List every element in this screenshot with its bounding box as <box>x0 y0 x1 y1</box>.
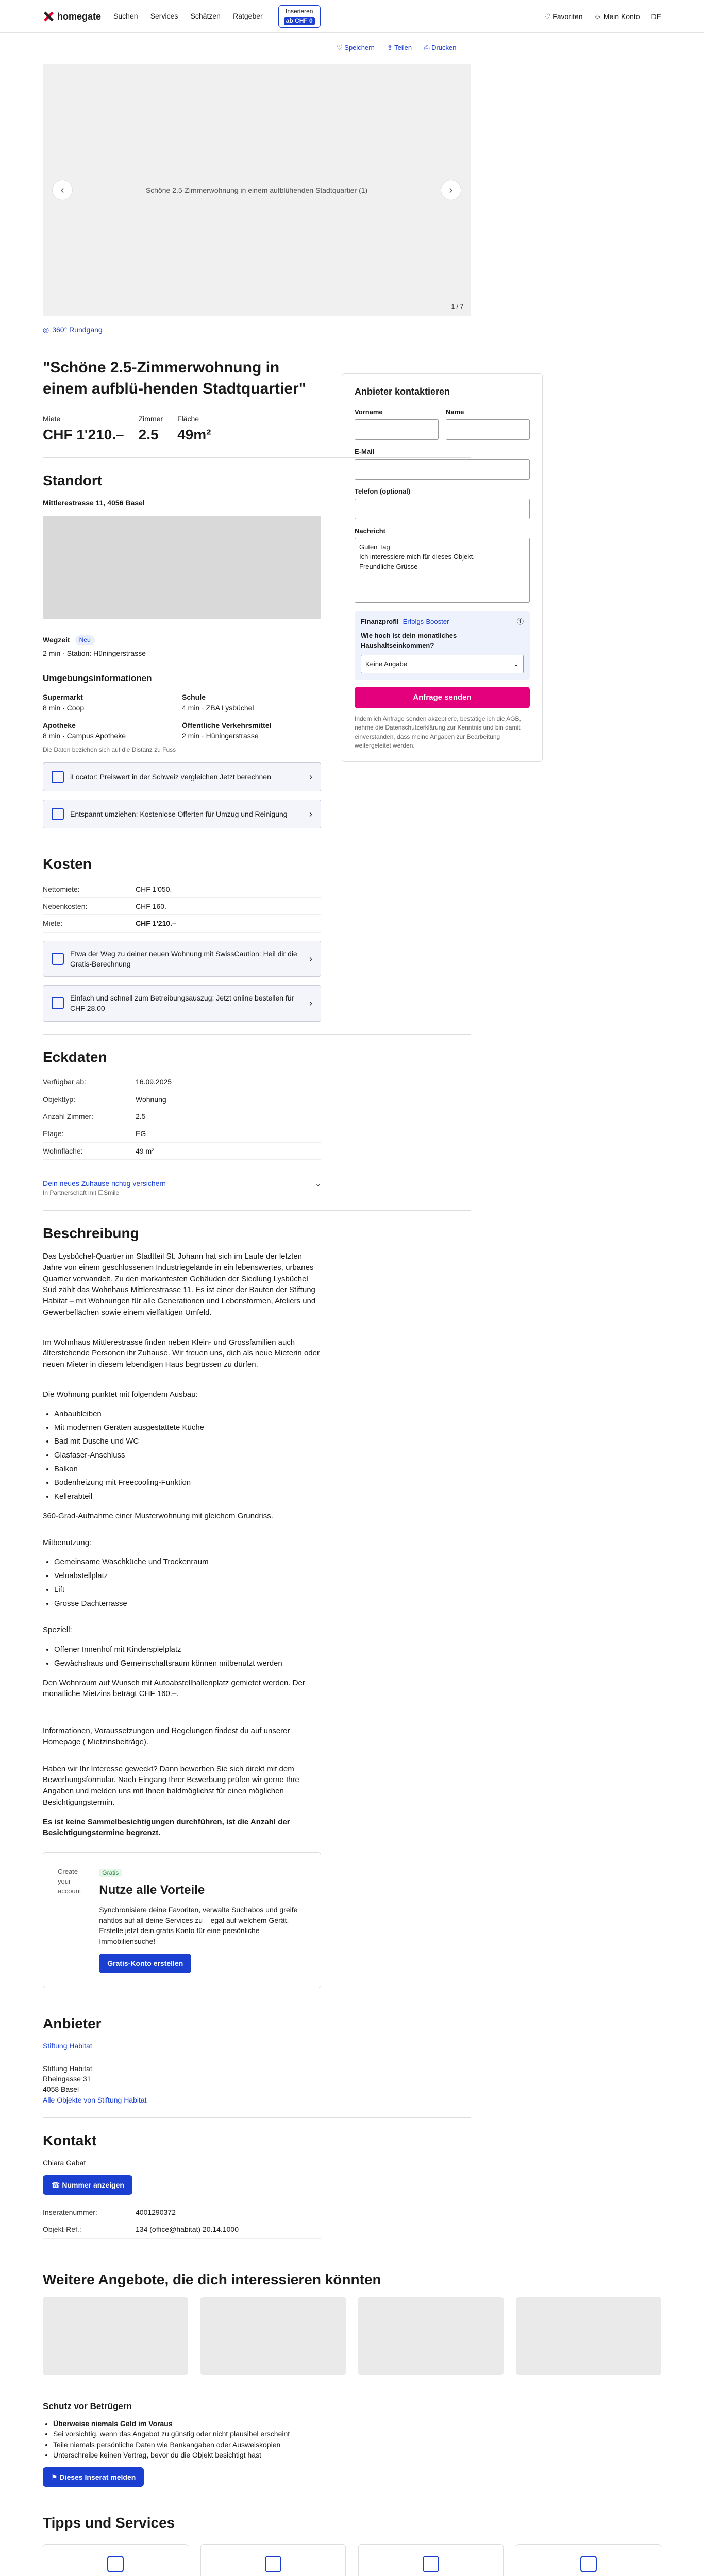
main-nav <box>113 11 273 22</box>
favorites-link[interactable]: ♡ Favoriten <box>544 12 583 21</box>
description-body: Das Lysbüchel-Quartier im Stadtteil St. Johann hat sich im Laufe der letzten Jahre von einem geschlossenen Industriegelände in ein lebenswertes, urbanes Quartier verwandelt. Zu den markantesten Gebäuden der Siedlung Lysbüchel Süd zählt das Wohnhaus Mittlerestrasse 11. Es ist einer der Bauten der Stiftung Habitat – mit Wohnungen für alle Generationen und Lebensformen, Ateliers und Gewerbeflächen sowie einem vielfältigen Umfeld. Im Wohnhaus Mittlerestrasse finden neben Klein- und Grossfamilien auch älterstehende Personen ihr Zuhause. Wir freuen uns, dich als neue Mieterin oder neuen Mieter in diesem lebendigen Haus begrüssen zu dürfen. Die Wohnung punktet mit folgendem Ausbau: • Anbaubleiben • Mit modernen Geräten ausgestattete Küche • Bad mit Dusche und WC • Glasfaser-Anschluss • Balkon • Bodenheizung mit Freecooling-Funktion • Kellerabteil 360-Grad-Aufnahme einer Musterwohnung mit gleichem Grundriss. Mitbenutzung: • Gemeinsame Waschküche und Trockenraum • Veloabstellplatz • Lift • Grosse Dachterrasse Speziell: • Offener Innenhof mit Kinderspielplatz • Gewächshaus und Gemeinschaftsraum können mitbenutzt werden Den Wohnraum auf Wunsch mit Autoabstellhallenplatz gemietet werden. Der monatliche Mietzins beträgt CHF 160.–. Informationen, Voraussetzungen und Regelungen findest du auf unserer Homepage ( Mietzinsbeiträge). Haben wir Ihr Interesse geweckt? Dann bewerben Sie sich direkt mit dem Bewerbungsformular. Nach Eingang Ihrer Bewerbung prüfen wir gerne Ihre Angaben und melden uns mit Ihnen baldmöglichst für einen möglichen Besichtigungstermin. Es ist keine Sammelbesichtigungen durchführen, ist die Anzahl der Besichtigungstermine begrenzt. <box>43 1251 321 1839</box>
tour-link[interactable]: ◎ 360° Rundgang <box>43 325 471 335</box>
promo-ilocator[interactable]: iLocator: Preiswert in der Schweiz vergleichen Jetzt berechnen › <box>43 762 321 791</box>
nav-search[interactable]: Suchen <box>113 12 138 21</box>
gallery-image-alt: Schöne 2.5-Zimmerwohnung in einem aufblühenden Stadtquartier (1) <box>145 185 368 194</box>
chevron-down-icon: ⌄ <box>513 660 519 668</box>
new-badge: Neu <box>75 635 95 645</box>
account-promo: Create your account Gratis Nutze alle Vorteile Synchronisiere deine Favoriten, verwalte Suchabos und greife nahtlos auf all deine Services zu – egal auf welchem Gerät. Erstelle jetzt dein gratis Konto für eine persönliche Immobiliensuche! Gratis-Konto erstellen <box>43 1852 321 1988</box>
key-facts: Miete CHF 1'210.– Zimmer 2.5 Fläche 49m² <box>43 415 211 443</box>
free-badge: Gratis <box>99 1869 122 1877</box>
mover-icon <box>107 2556 124 2572</box>
service-card <box>200 2544 346 2576</box>
contact-form-sidebar <box>342 373 543 762</box>
offer-tile[interactable] <box>200 2297 346 2375</box>
keydata-table: Verfügbar ab: 16.09.2025 Objekttyp: Wohnung Anzahl Zimmer: 2.5 Etage: EG Wohnfläche: 49 m² <box>43 1074 321 1159</box>
share-button[interactable]: ⇪ Teilen <box>387 44 412 52</box>
offer-tile[interactable] <box>43 2297 188 2375</box>
service-card <box>358 2544 504 2576</box>
map[interactable] <box>43 516 321 619</box>
contact-form: Anbieter kontaktieren Vorname Name E-Mail Telefon (optional) Nachricht Guten Tag Ich interessiere mich für dieses Objekt. Freundliche Grüsse Finanzprofil Erfolgs-Booster ⓘ Wie hoch ist dein monatliches Haushaltseinkommen? Keine Angabe ⌄ Anfrage senden Indem ich Anfrage senden akzeptiere, bestätige ich die AGB, nehme die Datenschutzerklärung zur Kenntnis und bin damit einverstanden, dass meine Angaben zur Bearbeitung weitergeleitet werden. <box>342 373 543 762</box>
save-button[interactable]: ♡ Speichern <box>337 44 375 52</box>
document-icon <box>52 997 64 1009</box>
show-number-button[interactable]: ☎ Nummer anzeigen <box>43 2175 132 2195</box>
contact-name: Chiara Gabat <box>43 2158 86 2167</box>
costs-table: Nettomiete: CHF 1'050.– Nebenkosten: CHF 160.– Miete: CHF 1'210.– <box>43 881 321 933</box>
provider-logo: Stiftung Habitat <box>43 2041 92 2050</box>
promo-moving[interactable]: Entspannt umziehen: Kostenlose Offerten für Umzug und Reinigung › <box>43 800 321 828</box>
send-request-button[interactable]: Anfrage senden <box>355 687 530 708</box>
nav-estimate[interactable]: Schätzen <box>190 12 221 21</box>
message-textarea[interactable]: Guten Tag Ich interessiere mich für dieses Objekt. Freundliche Grüsse <box>355 538 530 603</box>
firstname-input[interactable] <box>355 419 439 440</box>
gallery-actions <box>337 43 457 53</box>
promo-swisscaution[interactable]: Etwa der Weg zu deiner neuen Wohnung mit SwissCaution: Heil dir die Gratis-Berechnung › <box>43 941 321 977</box>
reference-table: Inseratenummer: 4001290372 Objekt-Ref.: 134 (office@habitat) 20.14.1000 <box>43 2204 321 2239</box>
provider-all-link[interactable]: Alle Objekte von Stiftung Habitat <box>43 2095 147 2104</box>
scam-warning: Schutz vor Betrügern • Überweise niemals Geld im Voraus • Sei vorsichtig, wenn das Angebot zu günstig oder nicht plausibel erscheint • Teile niemals persönliche Daten wie Bankangaben oder Ausweiskopien • Unterschreibe keinen Vertrag, bevor du die Objekt besichtigt hast ⚑ Dieses Inserat melden <box>43 2400 661 2487</box>
account-link[interactable]: ☺ Mein Konto <box>594 12 640 21</box>
chevron-down-icon: ⌄ <box>315 1179 321 1188</box>
report-listing-button[interactable]: ⚑ Dieses Inserat melden <box>43 2467 144 2487</box>
chevron-right-icon: › <box>309 953 312 964</box>
offer-tile[interactable] <box>516 2297 661 2375</box>
offer-tile[interactable] <box>358 2297 504 2375</box>
account-illustration: Create your account <box>58 1868 81 1895</box>
finance-profile: Finanzprofil Erfolgs-Booster ⓘ Wie hoch ist dein monatliches Haushaltseinkommen? Keine Angabe ⌄ <box>355 611 530 680</box>
chevron-right-icon: › <box>309 771 312 782</box>
promo-debt-extract[interactable]: Einfach und schnell zum Betreibungsauszug: Jetzt online bestellen für CHF 28.00 › <box>43 985 321 1022</box>
services-grid <box>43 2544 661 2576</box>
print-button[interactable]: ⎙ Drucken <box>424 44 457 52</box>
advertise-button[interactable]: Inserieren ab CHF 0 <box>278 5 321 27</box>
email-input[interactable] <box>355 459 530 480</box>
surroundings-grid: Supermarkt 8 min · Coop Schule 4 min · ZBA Lysbüchel Apotheke 8 min · Campus Apotheke Öffentliche Verkehrsmittel 2 min · Hüningerstrasse <box>43 693 272 740</box>
document-icon <box>265 2556 281 2572</box>
calculator-icon <box>580 2556 597 2572</box>
truck-icon <box>52 808 64 820</box>
gallery-prev-button[interactable]: ‹ <box>52 180 73 200</box>
phone-input[interactable] <box>355 499 530 519</box>
360-icon: ◎ <box>43 326 49 334</box>
shield-icon <box>52 953 64 965</box>
nav-services[interactable]: Services <box>150 12 178 21</box>
calculator-icon <box>52 771 64 783</box>
image-gallery[interactable] <box>43 44 471 316</box>
lastname-input[interactable] <box>446 419 530 440</box>
location-title: Standort <box>43 472 103 489</box>
booster-link[interactable]: Erfolgs-Booster <box>403 618 449 626</box>
logo[interactable]: homegate <box>43 10 101 23</box>
gallery-next-button[interactable]: › <box>441 180 461 200</box>
income-select[interactable]: Keine Angabe ⌄ <box>361 655 524 673</box>
listing-title: "Schöne 2.5-Zimmerwohnung in einem aufblü-henden Stadtquartier" <box>43 359 306 397</box>
chevron-right-icon: › <box>309 808 312 819</box>
rooms-value: 2.5 <box>138 426 159 443</box>
gallery-counter: 1 / 7 <box>451 302 463 310</box>
language-select[interactable]: DE <box>651 12 661 21</box>
shield-icon <box>423 2556 439 2572</box>
commute-line: 2 min · Station: Hüningerstrasse <box>43 649 146 658</box>
provider-block: Stiftung Habitat Stiftung Habitat Rheingasse 31 4058 Basel Alle Objekte von Stiftung Habitat <box>43 2041 321 2105</box>
create-account-button[interactable]: Gratis-Konto erstellen <box>99 1954 191 1973</box>
insurance-link[interactable]: Dein neues Zuhause richtig versichern <box>43 1179 166 1188</box>
chevron-right-icon: › <box>309 998 312 1009</box>
logo-icon <box>43 11 54 22</box>
area-value: 49m² <box>177 426 211 443</box>
info-icon[interactable]: ⓘ <box>516 618 524 626</box>
address: Mittlerestrasse 11, 4056 Basel <box>43 498 145 507</box>
more-offers: Weitere Angebote, die dich interessieren könnten <box>43 2269 661 2375</box>
service-card <box>43 2544 188 2576</box>
site-header <box>0 0 704 33</box>
service-card <box>516 2544 661 2576</box>
nav-advice[interactable]: Ratgeber <box>233 12 263 21</box>
rent-value: CHF 1'210.– <box>43 426 124 443</box>
